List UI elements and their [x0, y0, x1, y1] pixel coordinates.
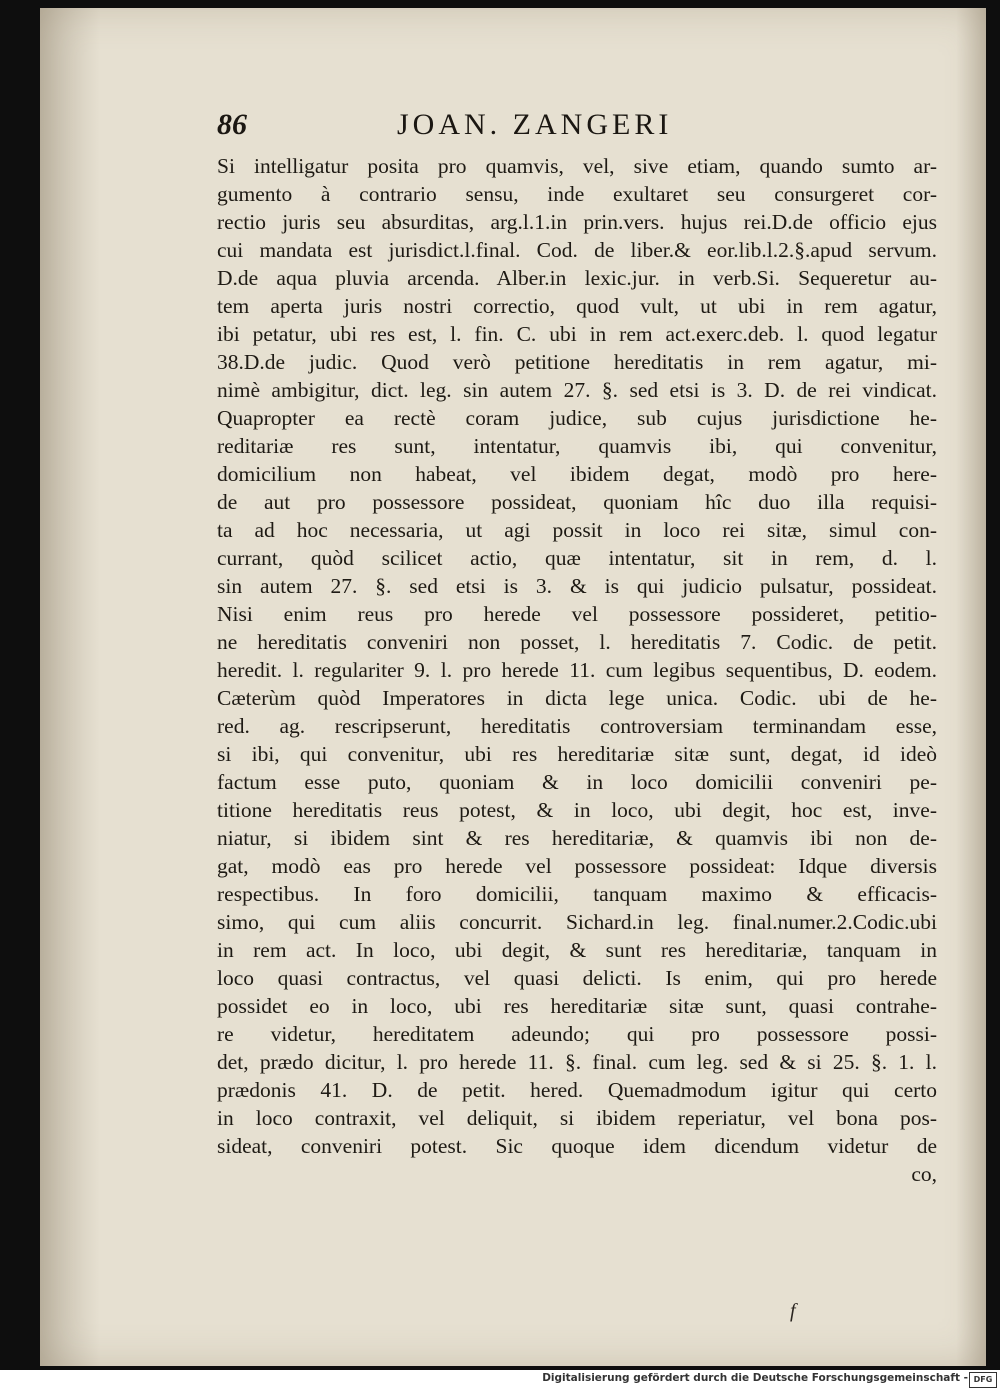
- footer-credit: Digitalisierung gefördert durch die Deutsche Forschungsgemeinschaft -: [542, 1372, 968, 1384]
- text-line: heredit. l. regulariter 9. l. pro herede 11. cum legibus sequentibus, D. eodem.: [217, 658, 937, 682]
- text-line: gumento à contrario sensu, inde exultaret seu consurgeret cor-: [217, 182, 937, 206]
- text-line: ta ad hoc necessaria, ut agi possit in loco rei sitæ, simul con-: [217, 518, 937, 542]
- text-line: 38.D.de judic. Quod verò petitione hereditatis in rem agatur, mi-: [217, 350, 937, 374]
- text-line: nimè ambigitur, dict. leg. sin autem 27. §. sed etsi is 3. D. de rei vindicat.: [217, 378, 937, 402]
- header-title: JOAN. ZANGERI: [397, 108, 673, 141]
- page-number: 86: [217, 108, 247, 141]
- text-line: domicilium non habeat, vel ibidem degat, modò pro here-: [217, 462, 937, 486]
- text-line: currant, quòd scilicet actio, quæ intentatur, sit in rem, d. l.: [217, 546, 937, 570]
- text-line: factum esse puto, quoniam & in loco domicilii conveniri pe-: [217, 770, 937, 794]
- text-line: sideat, conveniri potest. Sic quoque idem dicendum videtur de: [217, 1134, 937, 1158]
- text-line: reditariæ res sunt, intentatur, quamvis ibi, qui convenitur,: [217, 434, 937, 458]
- text-line: det, prædo dicitur, l. pro herede 11. §. final. cum leg. sed & si 25. §. 1. l.: [217, 1050, 937, 1074]
- signature-mark: f: [790, 1300, 796, 1322]
- text-line: prædonis 41. D. de petit. hered. Quemadmodum igitur qui certo: [217, 1078, 937, 1102]
- text-line: loco quasi contractus, vel quasi delicti. Is enim, qui pro herede: [217, 966, 937, 990]
- text-line: de aut pro possessore possideat, quoniam hîc duo illa requisi-: [217, 490, 937, 514]
- text-line: possidet eo in loco, ubi res hereditariæ sitæ sunt, quasi contrahe-: [217, 994, 937, 1018]
- text-line: respectibus. In foro domicilii, tanquam maximo & efficacis-: [217, 882, 937, 906]
- text-line: Nisi enim reus pro herede vel possessore possideret, petitio-: [217, 602, 937, 626]
- text-line: simo, qui cum aliis concurrit. Sichard.in leg. final.numer.2.Codic.ubi: [217, 910, 937, 934]
- text-line: red. ag. rescripserunt, hereditatis controversiam terminandam esse,: [217, 714, 937, 738]
- text-line: re videtur, hereditatem adeundo; qui pro possessore possi-: [217, 1022, 937, 1046]
- text-line: cui mandata est jurisdict.l.final. Cod. de liber.& eor.lib.l.2.§.apud servum.: [217, 238, 937, 262]
- text-line: Cæterùm quòd Imperatores in dicta lege unica. Codic. ubi de he-: [217, 686, 937, 710]
- text-line: sin autem 27. §. sed etsi is 3. & is qui judicio pulsatur, possideat.: [217, 574, 937, 598]
- body-text: [217, 152, 937, 1188]
- dfg-logo-icon: DFG: [969, 1372, 997, 1388]
- text-line: gat, modò eas pro herede vel possessore possideat: Idque diversis: [217, 854, 937, 878]
- text-line: titione hereditatis reus potest, & in loco, ubi degit, hoc est, inve-: [217, 798, 937, 822]
- digitization-footer: [0, 1370, 1000, 1389]
- text-line: si ibi, qui convenitur, ubi res hereditariæ sitæ sunt, degat, id ideò: [217, 742, 937, 766]
- text-line: ibi petatur, ubi res est, l. fin. C. ubi in rem act.exerc.deb. l. quod legatur: [217, 322, 937, 346]
- text-line: in loco contraxit, vel deliquit, si ibidem reperiatur, vel bona pos-: [217, 1106, 937, 1130]
- text-line: D.de aqua pluvia arcenda. Alber.in lexic.jur. in verb.Si. Sequeretur au-: [217, 266, 937, 290]
- running-head: [217, 108, 937, 148]
- text-line: niatur, si ibidem sint & res hereditariæ, & quamvis ibi non de-: [217, 826, 937, 850]
- text-line: Si intelligatur posita pro quamvis, vel, sive etiam, quando sumto ar-: [217, 154, 937, 178]
- text-line: tem aperta juris nostri correctio, quod vult, ut ubi in rem agatur,: [217, 294, 937, 318]
- text-line: co,: [911, 1162, 937, 1186]
- text-line: rectio juris seu absurditas, arg.l.1.in prin.vers. hujus rei.D.de officio ejus: [217, 210, 937, 234]
- text-line: in rem act. In loco, ubi degit, & sunt res hereditariæ, tanquam in: [217, 938, 937, 962]
- text-line: ne hereditatis conveniri non posset, l. hereditatis 7. Codic. de petit.: [217, 630, 937, 654]
- text-line: Quapropter ea rectè coram judice, sub cujus jurisdictione he-: [217, 406, 937, 430]
